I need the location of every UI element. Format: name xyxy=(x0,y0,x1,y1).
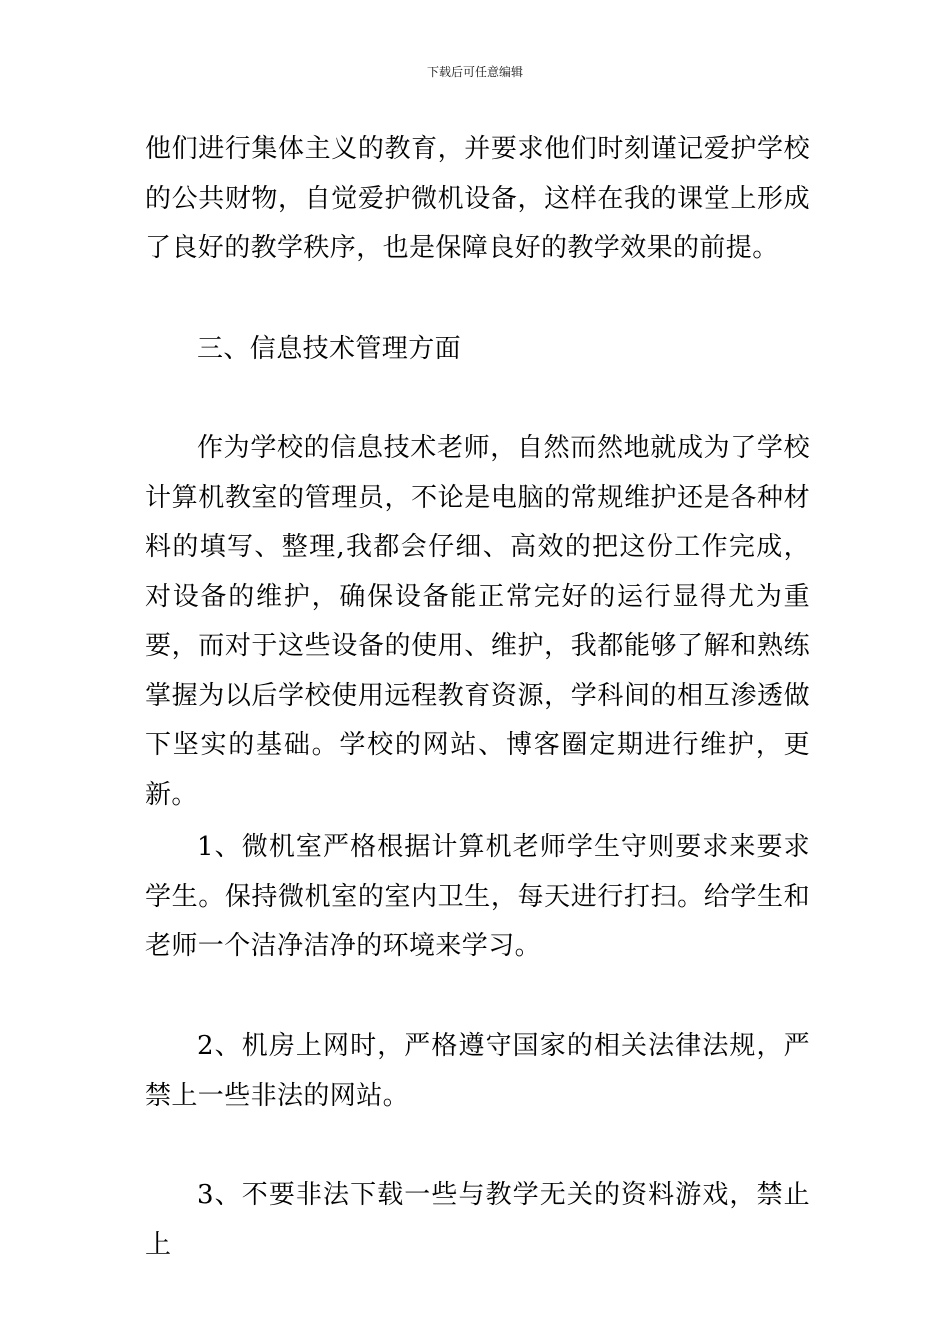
paragraph-continuation: 他们进行集体主义的教育，并要求他们时刻谨记爱护学校的公共财物，自觉爱护微机设备，这样在我的课堂上形成了良好的教学秩序，也是保障良好的教学效果的前提。 xyxy=(145,134,810,263)
page-header: 下载后可任意编辑 xyxy=(426,65,523,79)
paragraph-main: 作为学校的信息技术老师，自然而然地就成为了学校计算机教室的管理员，不论是电脑的常规维护还是各种材料的填写、整理,我都会仔细、高效的把这份工作完成，对设备的维护，确保设备能正常完好的运行显得尤为重要，而对于这些设备的使用、维护，我都能够了解和熟练掌握为以后学校使用远程教育资源，学科间的相互渗透做下坚实的基础。学校的网站、博客圈定期进行维护，更新。 xyxy=(145,433,810,810)
list-item-2: 2、机房上网时，严格遵守国家的相关法律法规，严禁上一些非法的网站。 xyxy=(145,1031,810,1111)
list-item-1: 1、微机室严格根据计算机老师学生守则要求来要求学生。保持微机室的室内卫生，每天进行打扫。给学生和老师一个洁净洁净的环境来学习。 xyxy=(145,832,810,961)
list-item-3: 3、不要非法下载一些与教学无关的资料游戏，禁止上 xyxy=(145,1180,810,1260)
section-heading: 三、信息技术管理方面 xyxy=(197,334,462,364)
